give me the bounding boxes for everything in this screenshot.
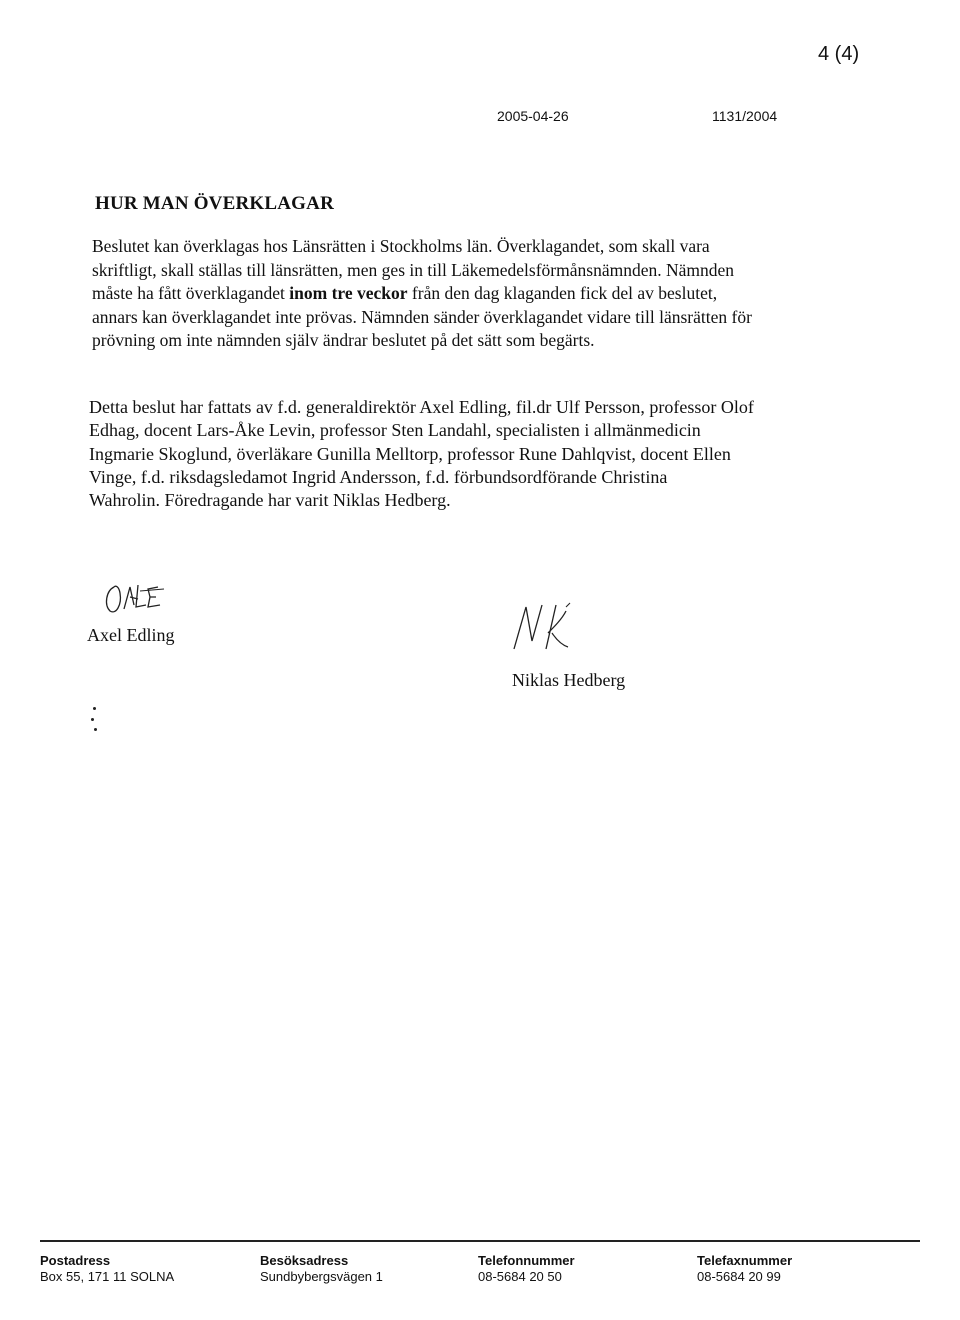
paragraph-line [92,282,822,306]
footer-divider [40,1240,920,1242]
footer-label: Telefaxnummer [697,1253,793,1268]
footer-label: Postadress [40,1253,111,1268]
section-heading: HUR MAN ÖVERKLAGAR [95,193,334,214]
paragraph-text: från den dag klaganden fick del av beslutet, [407,283,718,303]
footer-visit [260,1253,383,1285]
page-number: 4 (4) [818,43,860,65]
paragraph-line: Beslutet kan överklagas hos Länsrätten i Stockholms län. Överklagandet, som skall vara [92,236,710,256]
signatory-name-right: Niklas Hedberg [512,670,626,690]
paragraph-line: Detta beslut har fattats av f.d. generaldirektör Axel Edling, fil.dr Ulf Persson, professor Olof [89,397,754,417]
footer-phone [478,1253,575,1285]
decision-paragraph [89,396,829,512]
appeal-paragraph [92,235,822,353]
footer-value: 08-5684 20 99 [697,1269,781,1284]
paragraph-line: annars kan överklagandet inte prövas. Nämnden sänder överklagandet vidare till länsrätten för [92,306,752,327]
deadline-emphasis: inom tre veckor [289,283,408,303]
scan-speck [93,707,96,710]
scan-speck [91,718,94,721]
footer-label: Telefonnummer [478,1253,575,1268]
paragraph-line: prövning om inte nämnden själv ändrar beslutet på det sätt som begärts. [92,330,595,350]
footer-label: Besöksadress [260,1253,349,1268]
footer-value: Sundbybergsvägen 1 [260,1269,383,1284]
signature-niklas-hedberg [510,597,590,657]
paragraph-line: Ingmarie Skoglund, överläkare Gunilla Melltorp, professor Rune Dahlqvist, docent Ellen [89,443,731,464]
paragraph-line: skriftligt, skall ställas till länsrätten, men ges in till Läkemedelsförmånsnämnden. Nämnden [92,259,735,280]
paragraph-line: Wahrolin. Föredragande har varit Niklas Hedberg. [89,490,451,511]
document-date: 2005-04-26 [497,108,569,124]
footer-postal [40,1253,174,1285]
paragraph-text: måste ha fått överklagandet [92,283,290,303]
scan-speck [94,728,97,731]
paragraph-line: Vinge, f.d. riksdagsledamot Ingrid Andersson, f.d. förbundsordförande Christina [89,466,668,487]
paragraph-line: Edhag, docent Lars-Åke Levin, professor Sten Landahl, specialisten i allmänmedicin [89,420,701,441]
signature-axel-edling [100,575,180,625]
footer-fax [697,1253,792,1285]
signatory-name-left: Axel Edling [87,625,175,645]
reference-number: 1131/2004 [712,108,778,124]
footer-value: 08-5684 20 50 [478,1269,562,1284]
footer-value: Box 55, 171 11 SOLNA [40,1269,175,1284]
